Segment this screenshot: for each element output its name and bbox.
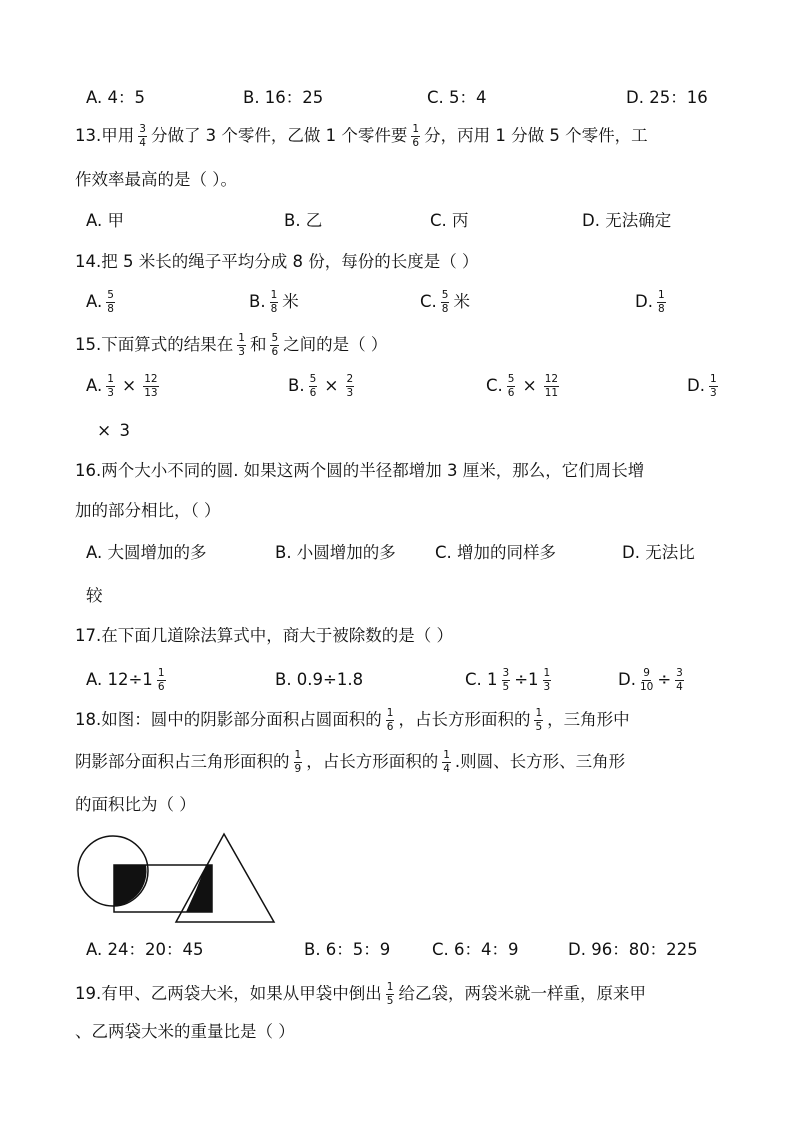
q12-option-c: C. 5：4 bbox=[427, 88, 487, 107]
q19-line-1: 19.有甲、乙两袋大米，如果从甲袋中倒出 $\frac{1}{5}$ 给乙袋，两袋米就一样重，原来甲 bbox=[75, 981, 646, 1008]
q18-option-b: B. 6：5：9 bbox=[304, 940, 391, 959]
q13-option-b: B. 乙 bbox=[284, 211, 323, 230]
q17-question: 17.在下面几道除法算式中，商大于被除数的是（ ） bbox=[75, 626, 453, 645]
q16-line-2: 加的部分相比，（ ） bbox=[75, 501, 221, 520]
q13-option-a: A. 甲 bbox=[86, 211, 124, 230]
q15-option-d-continued: × 3 bbox=[97, 421, 130, 441]
q17-option-a: A. 12÷1 $\frac{1}{6}$ bbox=[86, 667, 165, 694]
q16-option-d-continued: 较 bbox=[86, 586, 103, 605]
triangle-shaded-region bbox=[186, 865, 212, 912]
q18-option-d: D. 96：80：225 bbox=[568, 940, 698, 959]
q12-option-b: B. 16：25 bbox=[243, 88, 324, 107]
q13-line-1: 13.甲用 $\frac{3}{4}$ 分做了 3 个零件，乙做 1 个零件要 $\frac{1}{6}$ 分，丙用 1 分做 5 个零件，工 bbox=[75, 123, 648, 150]
q14-option-d: D. $\frac{1}{8}$ bbox=[635, 289, 665, 316]
q18-line-3: 的面积比为（ ） bbox=[75, 795, 196, 814]
q15-option-b: B. $\frac{5}{6}$ × $\frac{2}{3}$ bbox=[288, 373, 354, 400]
q16-option-c: C. 增加的同样多 bbox=[435, 543, 557, 562]
q14-option-b: B. $\frac{1}{8}$ 米 bbox=[249, 289, 299, 316]
circle-shaded-region bbox=[114, 865, 147, 906]
q12-option-d: D. 25：16 bbox=[626, 88, 708, 107]
q16-option-a: A. 大圆增加的多 bbox=[86, 543, 207, 562]
q17-option-d: D. $\frac{9}{10}$ ÷ $\frac{3}{4}$ bbox=[618, 667, 683, 694]
q16-line-1: 16.两个大小不同的圆. 如果这两个圆的半径都增加 3 厘米，那么，它们周长增 bbox=[75, 461, 645, 480]
q18-line-2: 阴影部分面积占三角形面积的 $\frac{1}{9}$ ，占长方形面积的 $\frac{1}{4}$ .则圆、长方形、三角形 bbox=[75, 749, 626, 776]
q17-option-b: B. 0.9÷1.8 bbox=[275, 670, 364, 689]
q18-line-1: 18.如图：圆中的阴影部分面积占圆面积的 $\frac{1}{6}$ ，占长方形面积的 $\frac{1}{5}$ ，三角形中 bbox=[75, 707, 630, 734]
q18-figure bbox=[76, 830, 278, 926]
fraction: $\frac{1}{6}$ bbox=[412, 123, 420, 150]
q16-option-b: B. 小圆增加的多 bbox=[275, 543, 396, 562]
q13-line-2: 作效率最高的是（ ）。 bbox=[75, 170, 237, 189]
q13-option-c: C. 丙 bbox=[430, 211, 469, 230]
q14-option-a: A. $\frac{5}{8}$ bbox=[86, 289, 114, 316]
q19-line-2: 、乙两袋大米的重量比是（ ） bbox=[75, 1022, 295, 1041]
q15-option-a: A. $\frac{1}{3}$ × $\frac{12}{13}$ bbox=[86, 373, 158, 400]
q16-option-d: D. 无法比 bbox=[622, 543, 695, 562]
q15-option-d: D. $\frac{1}{3}$ bbox=[687, 373, 717, 400]
q13-option-d: D. 无法确定 bbox=[582, 211, 672, 230]
q15-question: 15.下面算式的结果在 $\frac{1}{3}$ 和 $\frac{5}{6}$ 之间的是（ ） bbox=[75, 332, 388, 359]
q14-option-c: C. $\frac{5}{8}$ 米 bbox=[420, 289, 470, 316]
q14-question: 14.把 5 米长的绳子平均分成 8 份，每份的长度是（ ） bbox=[75, 252, 479, 271]
q15-option-c: C. $\frac{5}{6}$ × $\frac{12}{11}$ bbox=[486, 373, 559, 400]
q12-option-a: A. 4：5 bbox=[86, 88, 145, 107]
q18-option-c: C. 6：4：9 bbox=[432, 940, 519, 959]
fraction: $\frac{3}{4}$ bbox=[139, 123, 146, 150]
q18-option-a: A. 24：20：45 bbox=[86, 940, 204, 959]
q17-option-c: C. 1 $\frac{3}{5}$ ÷1 $\frac{1}{3}$ bbox=[465, 667, 551, 694]
